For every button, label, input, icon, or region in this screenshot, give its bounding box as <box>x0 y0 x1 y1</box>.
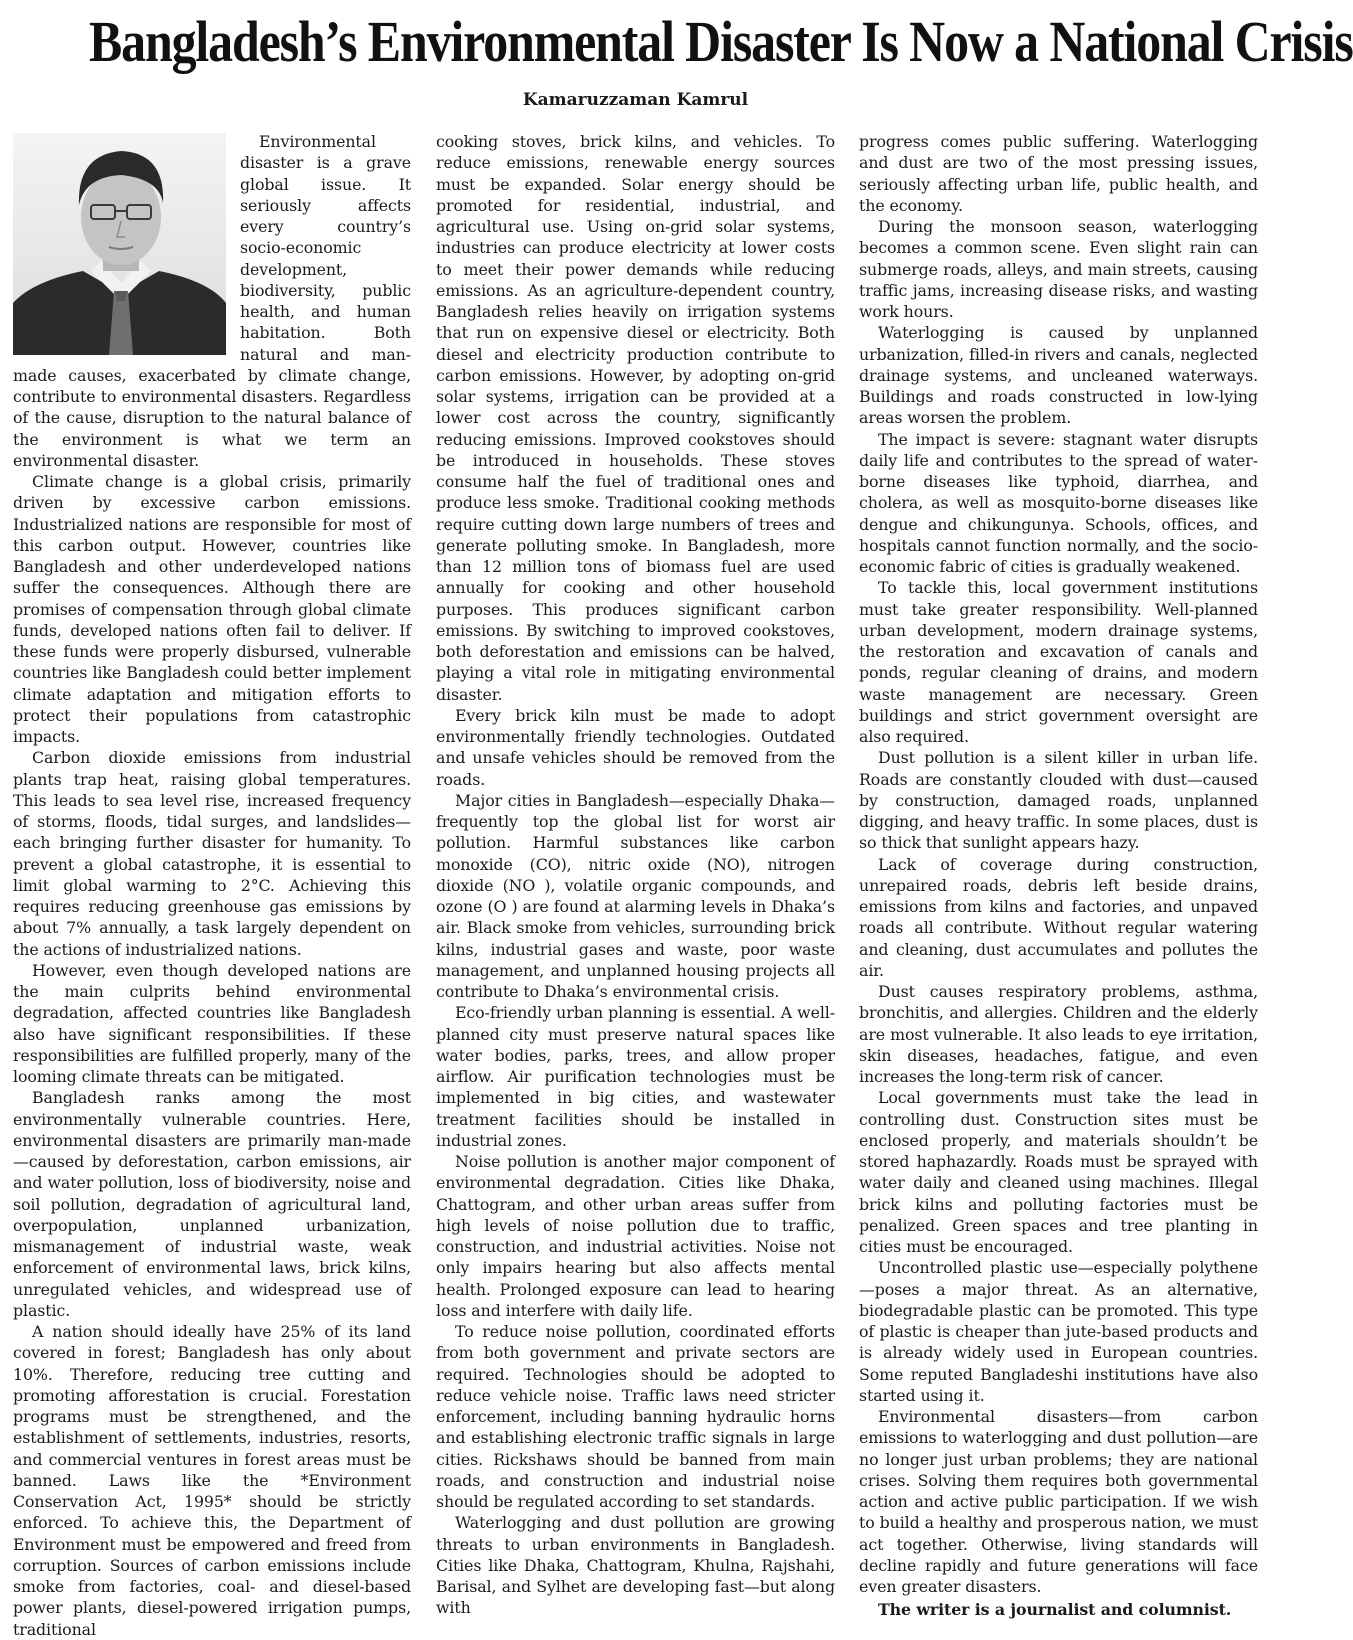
paragraph: Every brick kiln must be made to adopt environmentally friendly technologies. Outdated and unsafe vehicles should be removed from the roads. <box>436 705 835 789</box>
paragraph: A nation should ideally have 25% of its land covered in forest; Bangladesh has only about 10%. Therefore, reducing tree cutting and promoting afforestation is crucial. Forestation programs must be strengthened, and the establishment of settlements, industries, resorts, and commercial ventures in forest areas must be banned. Laws like the *Environment Conservation Act, 1995* should be strictly enforced. To achieve this, the Department of Environment must be empowered and freed from corruption. Sources of carbon emissions include smoke from factories, coal- and diesel-based power plants, diesel-powered irrigation pumps, traditional <box>13 1322 411 1639</box>
paragraph: Major cities in Bangladesh—especially Dhaka—frequently top the global list for worst air pollution. Harmful substances like carbon monoxide (CO), nitric oxide (NO), nitrogen dioxide (NO ), volatile organic compounds, and ozone (O ) are found at alarming levels in Dhaka’s air. Black smoke from vehicles, surrounding brick kilns, industrial gases and waste, poor waste management, and unplanned housing projects all contribute to Dhaka’s environmental crisis. <box>436 790 835 1001</box>
paragraph: progress comes public suffering. Waterlogging and dust are two of the most pressing issues, seriously affecting urban life, public health, and the economy. <box>859 132 1258 215</box>
paragraph: Noise pollution is another major component of environmental degradation. Cities like Dhaka, Chattogram, and other urban areas suffer from high levels of noise pollution due to traffic, construction, and industrial activities. Noise not only impairs hearing but also affects mental health. Prolonged exposure can lead to hearing loss and interfere with daily life. <box>436 1152 835 1320</box>
author-portrait-icon <box>13 133 226 355</box>
paragraph: Dust pollution is a silent killer in urban life. Roads are constantly clouded with dust—caused by construction, damaged roads, unplanned digging, and heavy traffic. In some places, dust is so thick that sunlight appears hazy. <box>859 748 1258 853</box>
paragraph: Climate change is a global crisis, primarily driven by excessive carbon emissions. Industrialized nations are responsible for most of this carbon output. However, countries like Bangladesh and other underdeveloped nations suffer the consequences. Although there are promises of compensation through global climate funds, developed nations often fail to deliver. If these funds were properly disbursed, vulnerable countries like Bangladesh could better implement climate adaptation and mitigation efforts to protect their populations from catastrophic impacts. <box>13 472 411 746</box>
paragraph: To tackle this, local government institutions must take greater responsibility. Well-planned urban development, modern drainage systems, the restoration and excavation of canals and ponds, regular cleaning of drains, and modern waste management are necessary. Green buildings and strict government oversight are also required. <box>859 578 1258 746</box>
author-note: The writer is a journalist and columnist. <box>878 1600 1232 1620</box>
paragraph: Waterlogging is caused by unplanned urbanization, filled-in rivers and canals, neglected drainage systems, and uncleaned waterways. Buildings and roads constructed in low-lying areas worsen the problem. <box>859 323 1258 428</box>
paragraph: Waterlogging and dust pollution are growing threats to urban environments in Bangladesh. Cities like Dhaka, Chattogram, Khulna, Rajshahi, Barisal, and Sylhet are developing fast—but along with <box>436 1513 835 1618</box>
paragraph: During the monsoon season, waterlogging becomes a common scene. Even slight rain can submerge roads, alleys, and main streets, causing traffic jams, increasing disease risks, and wasting work hours. <box>859 217 1258 321</box>
author-photo <box>13 133 226 355</box>
paragraph: To reduce noise pollution, coordinated efforts from both government and private sectors are required. Technologies should be adopted to reduce vehicle noise. Traffic laws need stricter enforcement, including banning hydraulic horns and establishing electronic traffic signals in large cities. Rickshaws should be banned from main roads, and construction and industrial noise should be regulated according to set standards. <box>436 1322 835 1511</box>
paragraph: The impact is severe: stagnant water disrupts daily life and contributes to the spread of water-borne diseases like typhoid, diarrhea, and cholera, as well as mosquito-borne diseases like dengue and chikungunya. Schools, offices, and hospitals cannot function normally, and the socio-economic fabric of cities is gradually weakened. <box>859 429 1258 576</box>
paragraph: Environmental disaster is a grave global issue. It seriously affects every country’s socio-economic development, biodiversity, public health, and human habitation. Both natural and man-made causes, exacerbated by climate change, contribute to environmental disasters. Regardless of the cause, disruption to the natural balance of the environment is what we term an environmental disaster. <box>13 132 411 470</box>
headline: Bangladesh’s Environmental Disaster Is Now a National Crisis <box>88 9 1353 74</box>
paragraph: However, even though developed nations are the main culprits behind environmental degradation, affected countries like Bangladesh also have significant responsibilities. If these responsibilities are fulfilled properly, many of the looming climate threats can be mitigated. <box>13 960 411 1086</box>
paragraph: Lack of coverage during construction, unrepaired roads, debris left beside drains, emissions from kilns and factories, and unpaved roads all contribute. Without regular watering and cleaning, dust accumulates and pollutes the air. <box>859 854 1258 980</box>
paragraph: cooking stoves, brick kilns, and vehicles. To reduce emissions, renewable energy sources must be expanded. Solar energy should be promoted for residential, industrial, and agricultural use. Using on-grid solar systems, industries can produce electricity at lower costs to meet their power demands while reducing emissions. As an agriculture-dependent country, Bangladesh relies heavily on irrigation systems that run on expensive diesel or electricity. Both diesel and electricity production contribute to carbon emissions. However, by adopting on-grid solar systems, irrigation can be provided at a lower cost across the country, significantly reducing emissions. Improved cookstoves should be introduced in households. These stoves consume half the fuel of traditional ones and produce less smoke. Traditional cooking methods require cutting down large numbers of trees and generate polluting smoke. In Bangladesh, more than 12 million tons of biomass fuel are used annually for cooking and other household purposes. This produces significant carbon emissions. By switching to improved cookstoves, both deforestation and emissions can be halved, playing a vital role in mitigating environmental disaster. <box>436 132 835 704</box>
paragraph: Environmental disasters—from carbon emissions to waterlogging and dust pollution—are no longer just urban problems; they are national crises. Solving them requires both governmental action and active public participation. If we wish to build a healthy and prosperous nation, we must act together. Otherwise, living standards will decline rapidly and future generations will face even greater disasters. <box>859 1407 1258 1596</box>
column-3 <box>859 131 1258 1620</box>
paragraph: Dust causes respiratory problems, asthma, bronchitis, and allergies. Children and the elderly are most vulnerable. It also leads to eye irritation, skin diseases, headaches, fatigue, and even increases the long-term risk of cancer. <box>859 982 1258 1086</box>
paragraph: Eco-friendly urban planning is essential. A well-planned city must preserve natural spaces like water bodies, parks, trees, and allow proper airflow. Air purification technologies must be implemented in big cities, and wastewater treatment facilities should be installed in industrial zones. <box>436 1003 835 1150</box>
paragraph: Uncontrolled plastic use—especially polythene—poses a major threat. As an alternative, biodegradable plastic can be promoted. This type of plastic is cheaper than jute-based products and is already widely used in European countries. Some reputed Bangladeshi institutions have also started using it. <box>859 1258 1258 1405</box>
paragraph: Local governments must take the lead in controlling dust. Construction sites must be enclosed properly, and materials shouldn’t be stored haphazardly. Roads must be sprayed with water daily and cleaned using machines. Illegal brick kilns and polluting factories must be penalized. Green spaces and tree planting in cities must be encouraged. <box>859 1088 1258 1256</box>
author-byline: Kamaruzzaman Kamrul <box>522 90 749 110</box>
paragraph: Bangladesh ranks among the most environmentally vulnerable countries. Here, environmental disasters are primarily man-made—caused by deforestation, carbon emissions, air and water pollution, loss of biodiversity, noise and soil pollution, degradation of agricultural land, overpopulation, unplanned urbanization, mismanagement of industrial waste, weak enforcement of environmental laws, brick kilns, unregulated vehicles, and widespread use of plastic. <box>13 1088 411 1320</box>
column-2 <box>436 131 835 1618</box>
column-1 <box>13 131 411 1639</box>
paragraph: Carbon dioxide emissions from industrial plants trap heat, raising global temperatures. This leads to sea level rise, increased frequency of storms, floods, tidal surges, and landslides—each bringing further disaster for humanity. To prevent a global catastrophe, it is essential to limit global warming to 2°C. Achieving this requires reducing greenhouse gas emissions by about 7% annually, a task largely dependent on the actions of industrialized nations. <box>13 748 411 959</box>
